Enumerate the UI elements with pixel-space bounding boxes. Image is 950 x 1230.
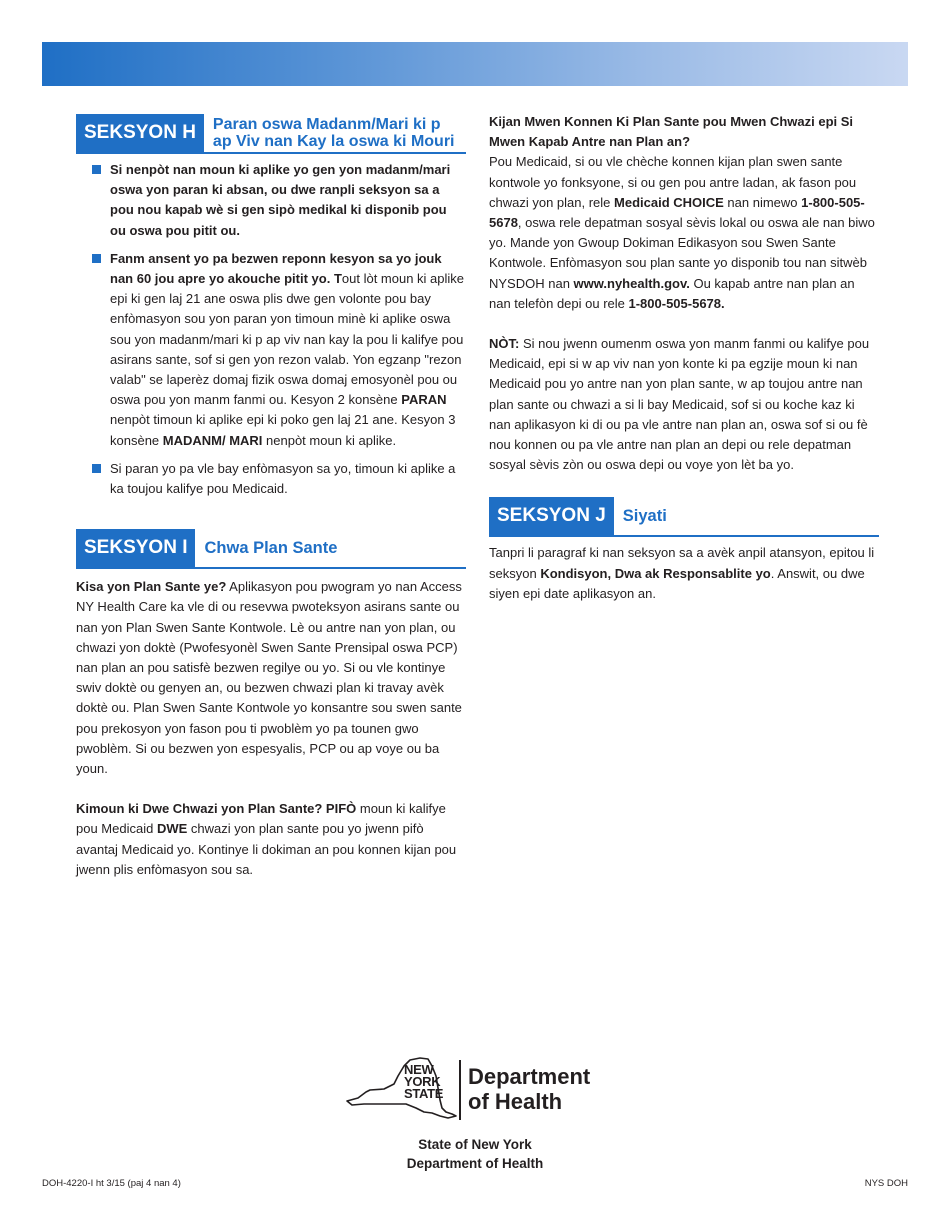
section-i-p2-text: moun ki kalifye pou Medicaid: [76, 801, 446, 837]
phone-number: 1-800-505-5678: [489, 194, 865, 231]
section-i-header: [76, 529, 466, 569]
dept-wordmark: [468, 1064, 590, 1114]
footer-dept: Department of Health: [406, 1156, 544, 1171]
nys-line-1: NEW: [404, 1062, 434, 1077]
right-p1-text-b: nan nimewo: [723, 194, 802, 210]
right-p1-text-c: , oswa rele depatman sosyal sèvis lokal ou oswa ale nan biwo yo. Mande yon Gwoup Dokiman Edikasyon sou Swen Sante Kontwole. Enfòmasyon sou plan sante yo disponib tou nan sitwèb NYSDOH nan: [489, 215, 875, 291]
bullet-3-text: Si paran yo pa vle bay enfòmasyon sa yo, timoun ki aplike a ka toujou kalifye pou Medicaid.: [110, 460, 456, 497]
section-j-text-b: . Answit, ou dwe siyen epi date aplikasyon an.: [489, 565, 865, 601]
bullet-square-icon: [92, 464, 101, 473]
right-paragraph-1: [489, 152, 879, 314]
dept-line-2: of Health: [468, 1089, 563, 1114]
right-column: [489, 112, 879, 604]
bullet-2-madanm: MADANM/ MARI: [162, 432, 263, 448]
section-h-title: [204, 114, 455, 152]
left-column: [76, 114, 466, 880]
nys-line-2: YORK: [404, 1074, 441, 1089]
bullet-square-icon: [92, 254, 101, 263]
section-h-header: [76, 114, 466, 154]
footer-center: [0, 1135, 950, 1173]
section-j-title: Siyati: [622, 507, 667, 526]
dept-line-1: Department: [468, 1064, 591, 1089]
section-j-bold: Kondisyon, Dwa ak Responsablite yo: [540, 565, 771, 581]
footer-state: State of New York: [418, 1137, 532, 1152]
top-banner: [42, 42, 908, 86]
nys-wordmark: [404, 1064, 443, 1100]
bullet-2-paran: PARAN: [401, 392, 447, 408]
note-label: NÒT:: [489, 336, 520, 352]
bullet-2-text-c: nenpòt moun ki aplike.: [262, 432, 397, 448]
note-text: Si nou jwenn oumenm oswa yon manm fanmi ou kalifye pou Medicaid, epi si w ap viv nan yon konte ki pa egzije moun ki nan Medicaid pou yo antre nan yon plan sante, w ap toujou antre nan plan sante ou chwazi a si li bay Medicaid, sof si ou koche kaz ki nan aplikasyon ki di ou pa vle antre nan plan an, oswa sof si ou fè nou konnen ou pa vle antre nan plan an depi ou rele depatman sosyal sèvis zòn ou oswa depi ou voye yon lèt ba yo.: [489, 336, 870, 473]
bullet-item: [76, 459, 466, 499]
bullet-2-bold: Fanm ansent yo pa bezwen reponn kesyon sa yo jouk nan 60 jou apre yo akouche pitit yo. T: [110, 250, 442, 287]
section-i-p2-dwe: DWE: [156, 821, 188, 837]
section-j-header: [489, 497, 879, 537]
section-h-title-line2: ap Viv nan Kay la oswa ki Mouri: [212, 133, 455, 150]
bullet-2-text: out lòt moun ki aplike epi ki gen laj 21 ane oswa plis dwe gen volonte pou bay enfòmasyon sou yon paran yon timoun minè ki aplike oswa sou yon madanm/mari ki p ap viv nan kay la pou li kalifye pou asirans sante, sof si gen yon rezon valab. Yon egzanp "rezon valab" se laperèz domaj fizik oswa domaj emosyonèl pou ou oswa pou yon manm fanmi ou. Kesyon 2 konsène: [110, 271, 465, 408]
section-j-paragraph: [489, 543, 879, 604]
section-i-p1-bold: Kisa yon Plan Sante ye?: [76, 579, 227, 595]
bullet-2-text-b: nenpòt timoun ki aplike epi ki poko gen laj 21 ane. Kesyon 3 konsène: [110, 412, 456, 448]
section-i-p2-bold: Kimoun ki Dwe Chwazi yon Plan Sante? PIFÒ: [76, 801, 357, 817]
section-h-title-line1: Paran oswa Madanm/Mari ki p: [212, 116, 441, 133]
section-i-paragraph-2: [76, 799, 466, 880]
website-url: www.nyhealth.gov.: [573, 275, 690, 291]
phone-number-2: 1-800-505-5678.: [628, 295, 725, 311]
note-paragraph: [489, 334, 879, 475]
bullet-item: [76, 249, 466, 451]
form-id: DOH-4220-I ht 3/15 (paj 4 nan 4): [42, 1178, 181, 1189]
right-heading: Kijan Mwen Konnen Ki Plan Sante pou Mwen Chwazi epi Si Mwen Kapab Antre nan Plan an?: [489, 114, 854, 150]
right-p1-text: Pou Medicaid, si ou vle chèche konnen kijan plan swen sante kontwole yo fonksyone, si ou gen pou antre ladan, ak fason pou chwazi yon plan, rele: [489, 154, 857, 210]
bullet-item: [76, 160, 466, 241]
section-i-p2-text-b: chwazi yon plan sante pou yo jwenn pifò avantaj Medicaid yo. Kontinye li dokiman an pou konnen kijan pou jwenn plis enfòmasyon sou sa.: [76, 821, 457, 877]
section-h-badge: SEKSYON H: [76, 114, 204, 152]
section-i-title: Chwa Plan Sante: [204, 539, 338, 558]
logo-divider: [459, 1060, 461, 1120]
section-i-badge: SEKSYON I: [76, 529, 195, 567]
footer-org: NYS DOH: [864, 1178, 908, 1189]
section-i-p1-text: Aplikasyon pou pwogram yo nan Access NY Health Care ka vle di ou resevwa pwoteksyon asirans sante ou nan yon Plan Swen Sante Kontwole. Lè ou antre nan yon plan, ou chwazi yon doktè (Pwofesyonèl Swen Sante Prensipal oswa PCP) nan plan an pou satisfè bezwen regilye ou yo. Si ou vle kontinye swiv doktè ou genyen an, ou bezwen chwazi plan ki travay avèk doktè ou. Plan Swen Sante Kontwole yo konsantre sou swen sante pou prekosyon yon fason pou ti pwoblèm yo pa tounen gwo pwoblèm. Si ou bezwen yon espesyalis, PCP ou ap voye ou ba youn.: [76, 579, 462, 777]
medicaid-choice: Medicaid CHOICE: [614, 194, 724, 210]
section-i-paragraph-1: [76, 577, 466, 779]
section-j-text: Tanpri li paragraf ki nan seksyon sa a avèk anpil atansyon, epitou li seksyon: [489, 545, 875, 581]
section-h-bullets: [76, 160, 466, 499]
bullet-1-text: Si nenpòt nan moun ki aplike yo gen yon madanm/mari oswa yon paran ki absan, ou dwe ranpli seksyon sa a pou nou kapab wè si gen sipò medikal ki disponib pou ou oswa pou pitit ou.: [110, 162, 451, 238]
bullet-square-icon: [92, 165, 101, 174]
nys-line-3: STATE: [404, 1086, 444, 1101]
section-j-badge: SEKSYON J: [489, 497, 614, 535]
right-p1-text-d: Ou kapab antre nan plan an nan telefòn depi ou rele: [489, 275, 855, 311]
